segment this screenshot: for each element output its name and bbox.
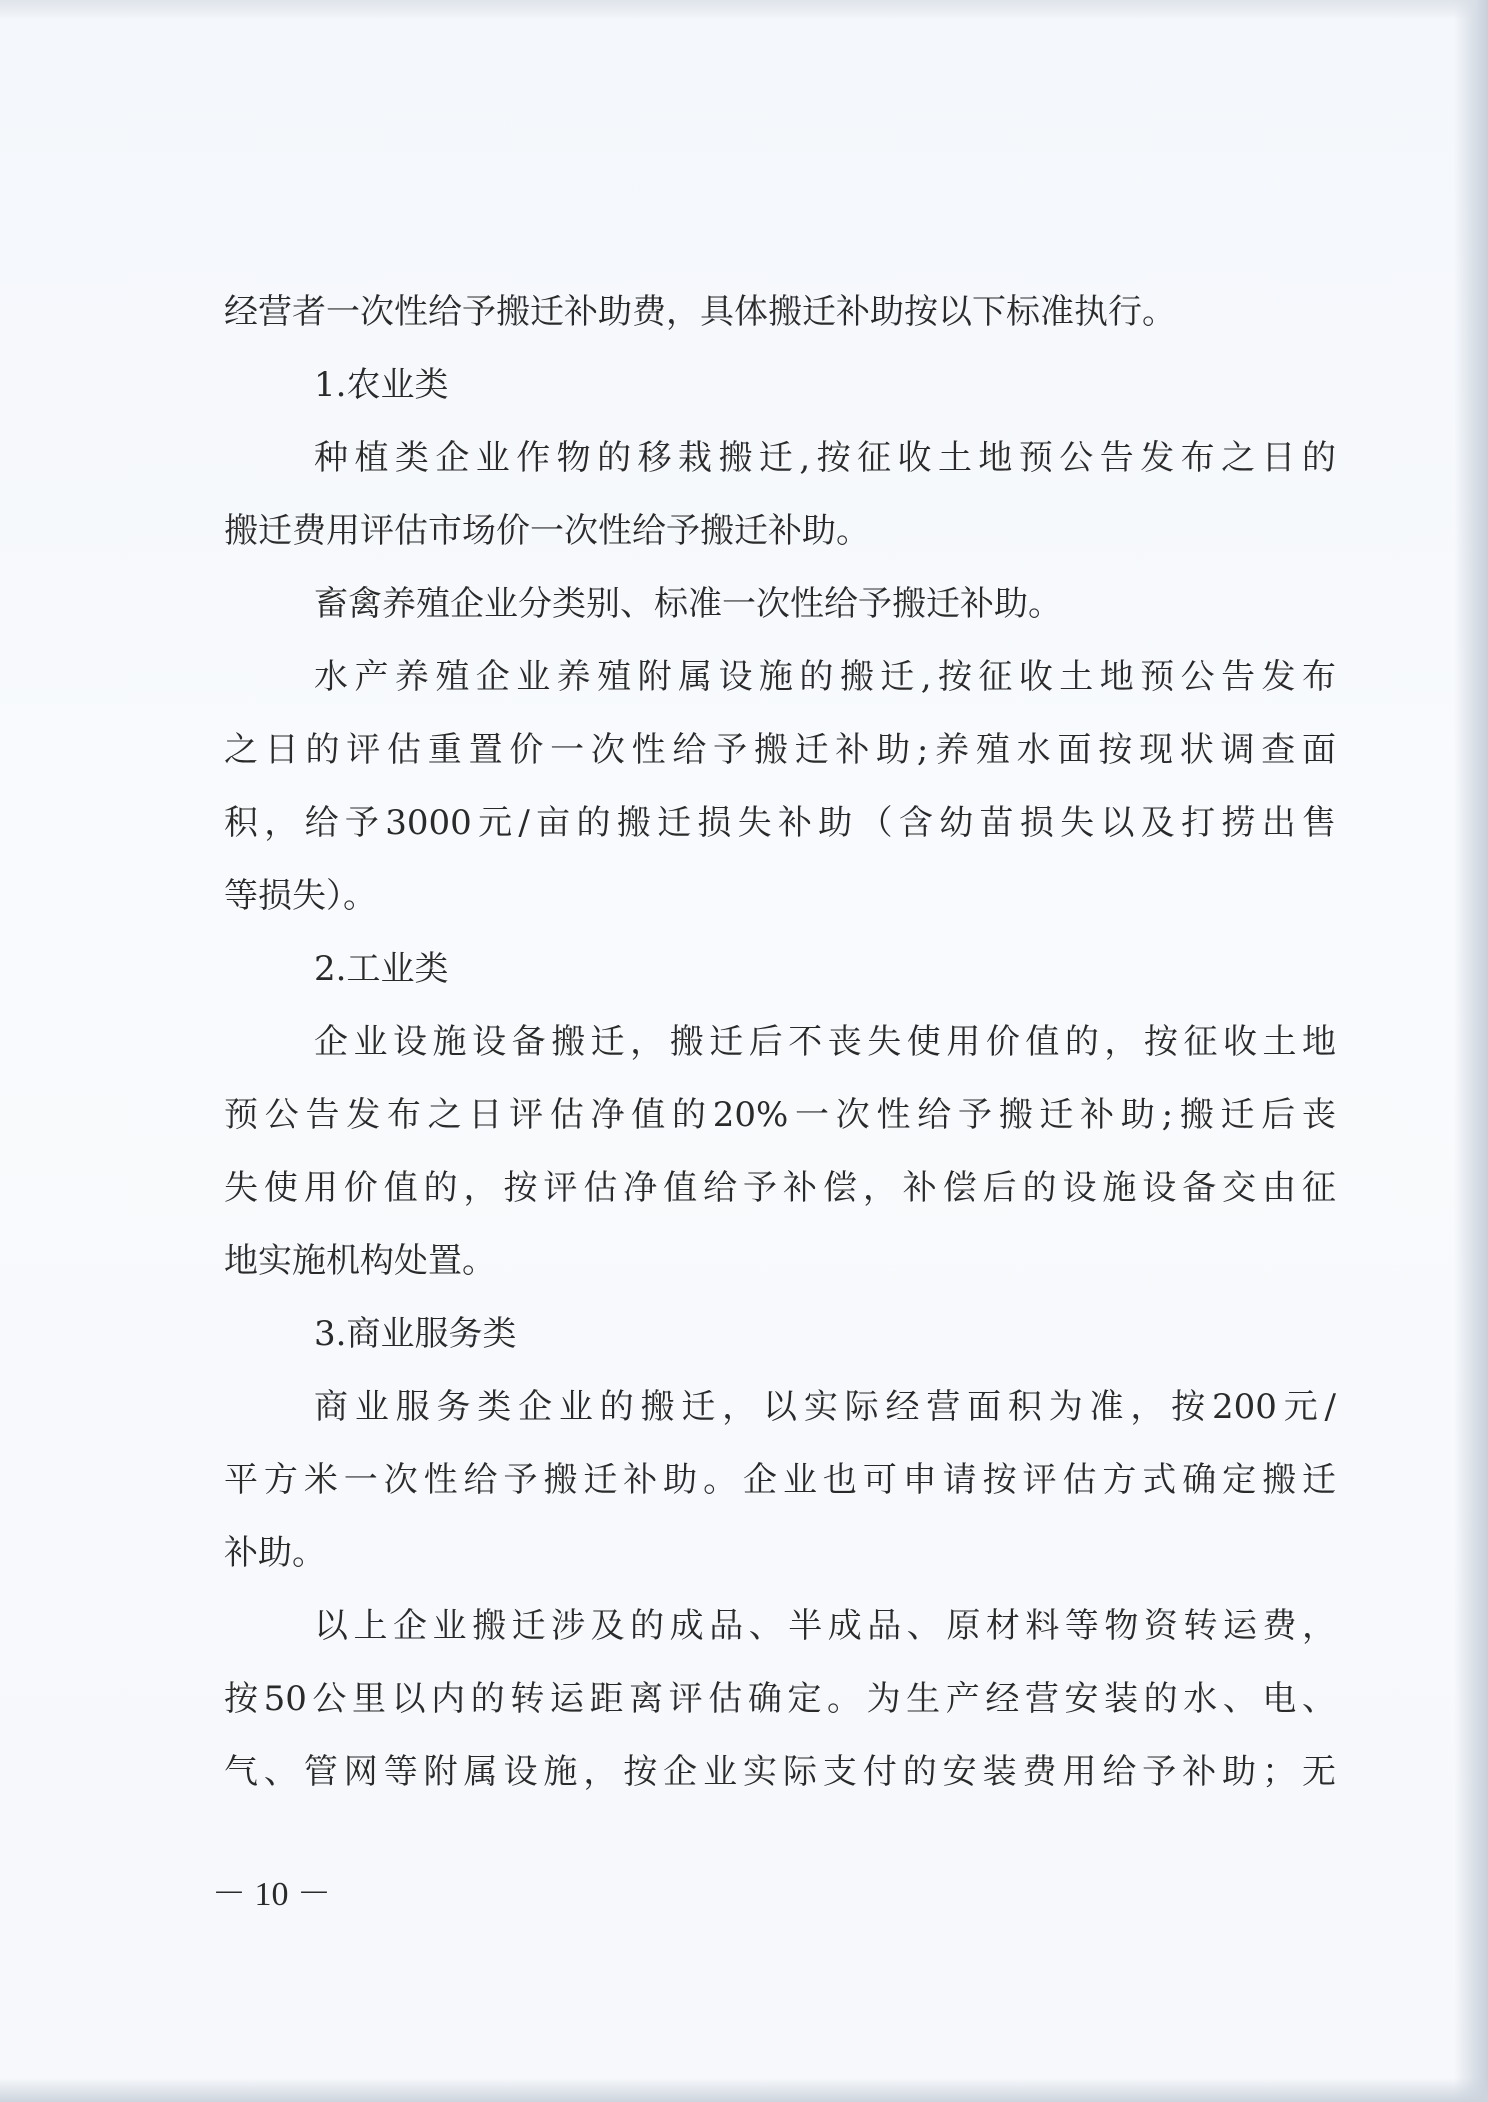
- scan-top-edge: [0, 0, 1488, 20]
- text-line: 预公告发布之日评估净值的20%一次性给予搬迁补助;搬迁后丧: [224, 1095, 1336, 1135]
- text-line: 3.商业服务类: [314, 1314, 517, 1354]
- text-line: 失使用价值的，按评估净值给予补偿，补偿后的设施设备交由征: [224, 1168, 1336, 1208]
- text-line: 水产养殖企业养殖附属设施的搬迁,按征收土地预公告发布: [314, 657, 1336, 697]
- text-line: 积，给予3000元/亩的搬迁损失补助（含幼苗损失以及打捞出售: [224, 803, 1336, 843]
- text-line: 之日的评估重置价一次性给予搬迁补助;养殖水面按现状调查面: [224, 730, 1336, 770]
- text-line: 经营者一次性给予搬迁补助费，具体搬迁补助按以下标准执行。: [224, 292, 1176, 332]
- text-line: 种植类企业作物的移栽搬迁,按征收土地预公告发布之日的: [314, 438, 1336, 478]
- text-line: 地实施机构处置。: [224, 1241, 496, 1281]
- text-line: 按50公里以内的转运距离评估确定。为生产经营安装的水、电、: [224, 1679, 1336, 1719]
- text-line: 1.农业类: [314, 365, 449, 405]
- text-line: 搬迁费用评估市场价一次性给予搬迁补助。: [224, 511, 870, 551]
- document-body: [224, 276, 1336, 1809]
- text-line: 气、管网等附属设施，按企业实际支付的安装费用给予补助；无: [224, 1752, 1336, 1792]
- text-line: 等损失）。: [224, 876, 377, 916]
- text-line: 2.工业类: [314, 949, 449, 989]
- text-line: 以上企业搬迁涉及的成品、半成品、原材料等物资转运费，: [314, 1606, 1336, 1646]
- scan-bottom-edge: [0, 2078, 1488, 2102]
- text-line: 商业服务类企业的搬迁，以实际经营面积为准，按200元/: [314, 1387, 1336, 1427]
- page-number: － 10 －: [212, 1876, 331, 1913]
- text-line: 补助。: [224, 1533, 326, 1573]
- text-line: 平方米一次性给予搬迁补助。企业也可申请按评估方式确定搬迁: [224, 1460, 1336, 1500]
- text-line: 企业设施设备搬迁，搬迁后不丧失使用价值的，按征收土地: [314, 1022, 1336, 1062]
- text-line: 畜禽养殖企业分类别、标准一次性给予搬迁补助。: [314, 584, 1062, 624]
- scan-right-edge: [1454, 0, 1488, 2102]
